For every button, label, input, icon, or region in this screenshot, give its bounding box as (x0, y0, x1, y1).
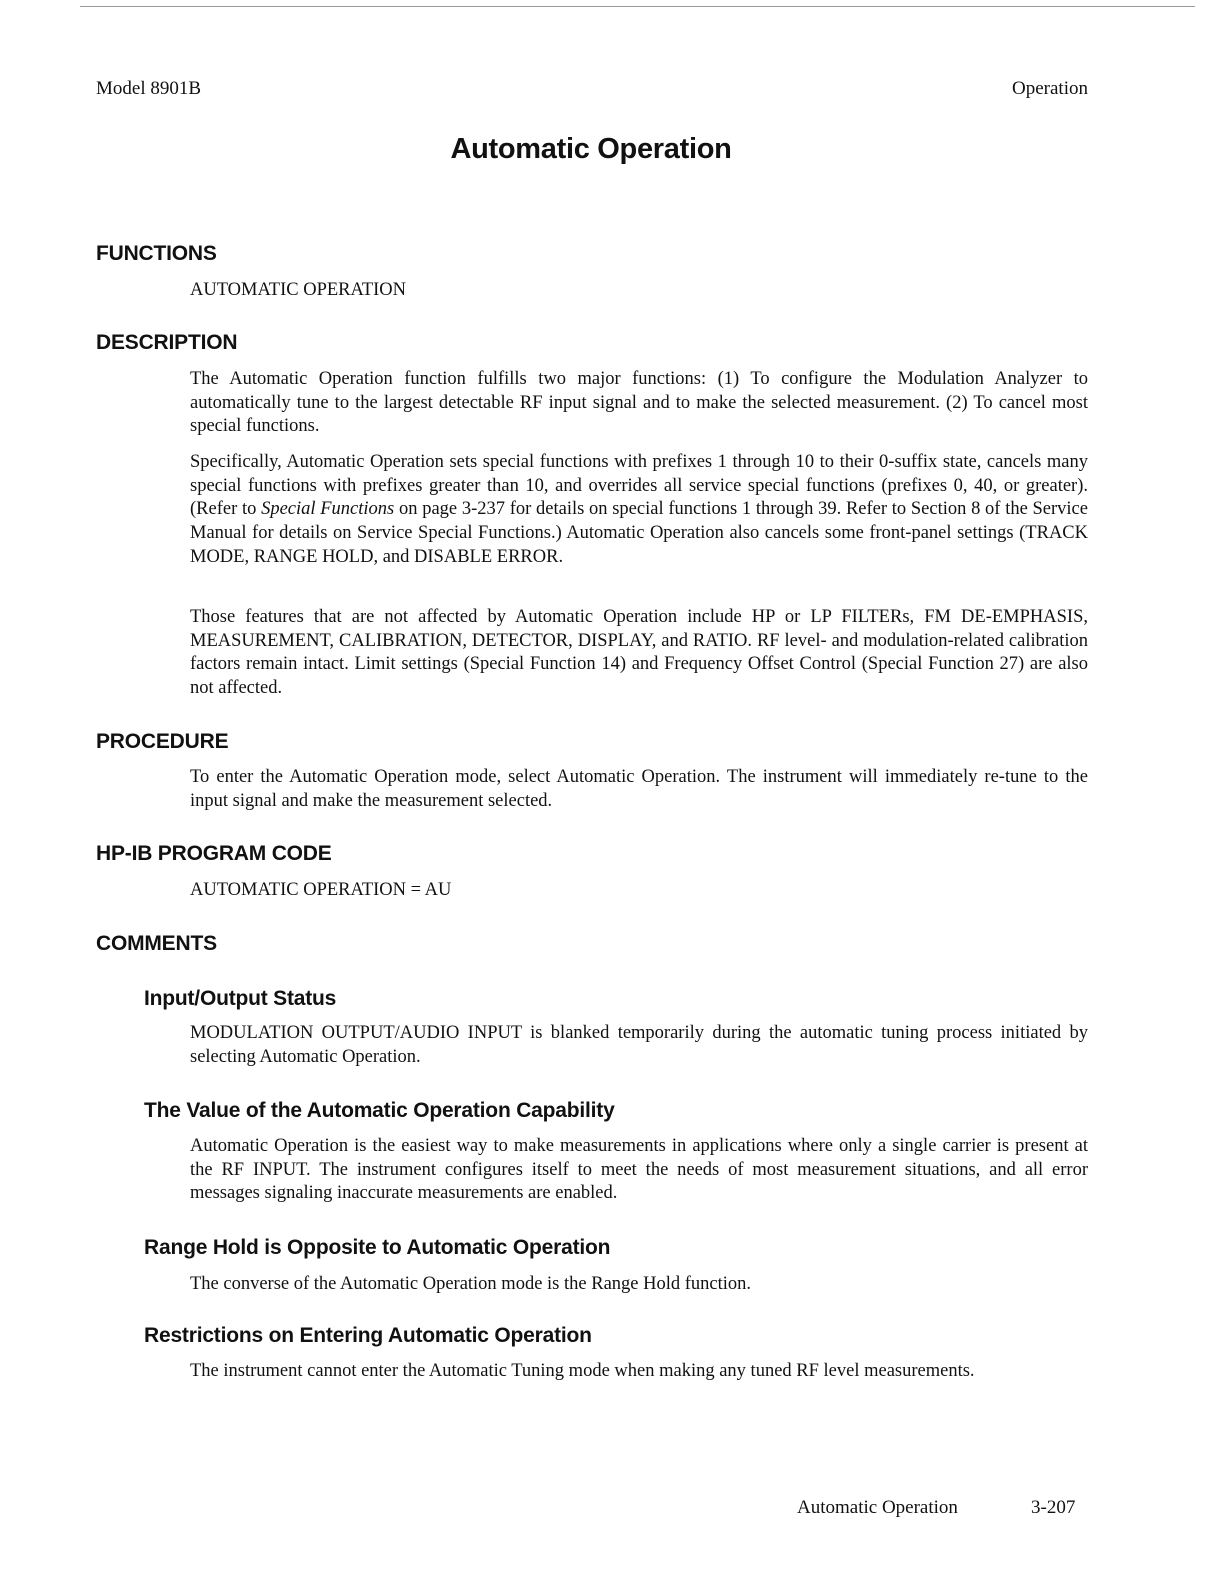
procedure-heading: PROCEDURE (96, 730, 229, 753)
description-paragraph-1: The Automatic Operation function fulfills two major functions: (1) To configure the Modulation Analyzer to automatically tune to the largest detectable RF input signal and to make the selected measurement. (2) To cancel most special functions. (190, 369, 1088, 437)
functions-heading: FUNCTIONS (96, 242, 217, 265)
restrictions-paragraph: The instrument cannot enter the Automatic Tuning mode when making any tuned RF level measurements. (190, 1361, 975, 1381)
hpib-heading: HP-IB PROGRAM CODE (96, 842, 332, 865)
page-title: Automatic Operation (450, 133, 732, 165)
value-paragraph: Automatic Operation is the easiest way to make measurements in applications where only a single carrier is present at the RF INPUT. The instrument configures itself to meet the needs of most measurement situations, and all error messages signaling inaccurate measurements are enabled. (190, 1136, 1088, 1204)
description-paragraph-2 (190, 451, 1088, 570)
io-status-paragraph: MODULATION OUTPUT/AUDIO INPUT is blanked temporarily during the automatic tuning process initiated by selecting Automatic Operation. (190, 1023, 1088, 1067)
description-paragraph-2-start: Specifically, Automatic Operation sets special functions with prefixes 1 through 10 to their 0-suffix state, cancels many special functions with prefixes greater than 10, and overrides all service special functions (prefixes 0, 40, or greater). (Refer to (190, 452, 1088, 520)
comments-heading: COMMENTS (96, 932, 217, 955)
range-hold-heading: Range Hold is Opposite to Automatic Operation (144, 1236, 611, 1259)
header-model: Model 8901B (96, 78, 202, 99)
range-hold-paragraph: The converse of the Automatic Operation mode is the Range Hold function. (190, 1274, 752, 1294)
top-rule (80, 6, 1195, 7)
hpib-code: AUTOMATIC OPERATION = AU (190, 880, 452, 900)
value-heading: The Value of the Automatic Operation Capability (144, 1099, 615, 1122)
footer-label: Automatic Operation (797, 1497, 958, 1518)
header-section: Operation (1012, 78, 1088, 99)
footer-page-number: 3-207 (1031, 1497, 1076, 1518)
special-functions-reference: Special Functions (261, 499, 395, 520)
description-paragraph-3: Those features that are not affected by Automatic Operation include HP or LP FILTERs, FM DE-EMPHASIS, MEASUREMENT, CALIBRATION, DETECTOR, DISPLAY, and RATIO. RF level- and modulation-related calibration factors remain intact. Limit settings (Special Function 14) and Frequency Offset Control (Special Function 27) are also not affected. (190, 607, 1088, 699)
procedure-paragraph: To enter the Automatic Operation mode, select Automatic Operation. The instrument will immediately re-tune to the input signal and make the measurement selected. (190, 767, 1088, 811)
functions-item: AUTOMATIC OPERATION (190, 280, 407, 300)
description-paragraph-2-end: on page 3-237 for details on special functions 1 through 39. Refer to Section 8 of the Service Manual for details on Service Special Functions.) Automatic Operation also cancels some front-panel settings (TRACK MODE, RANGE HOLD, and DISABLE ERROR. (190, 499, 1088, 567)
description-heading: DESCRIPTION (96, 331, 238, 354)
io-status-heading: Input/Output Status (144, 987, 337, 1010)
restrictions-heading: Restrictions on Entering Automatic Operation (144, 1324, 592, 1347)
